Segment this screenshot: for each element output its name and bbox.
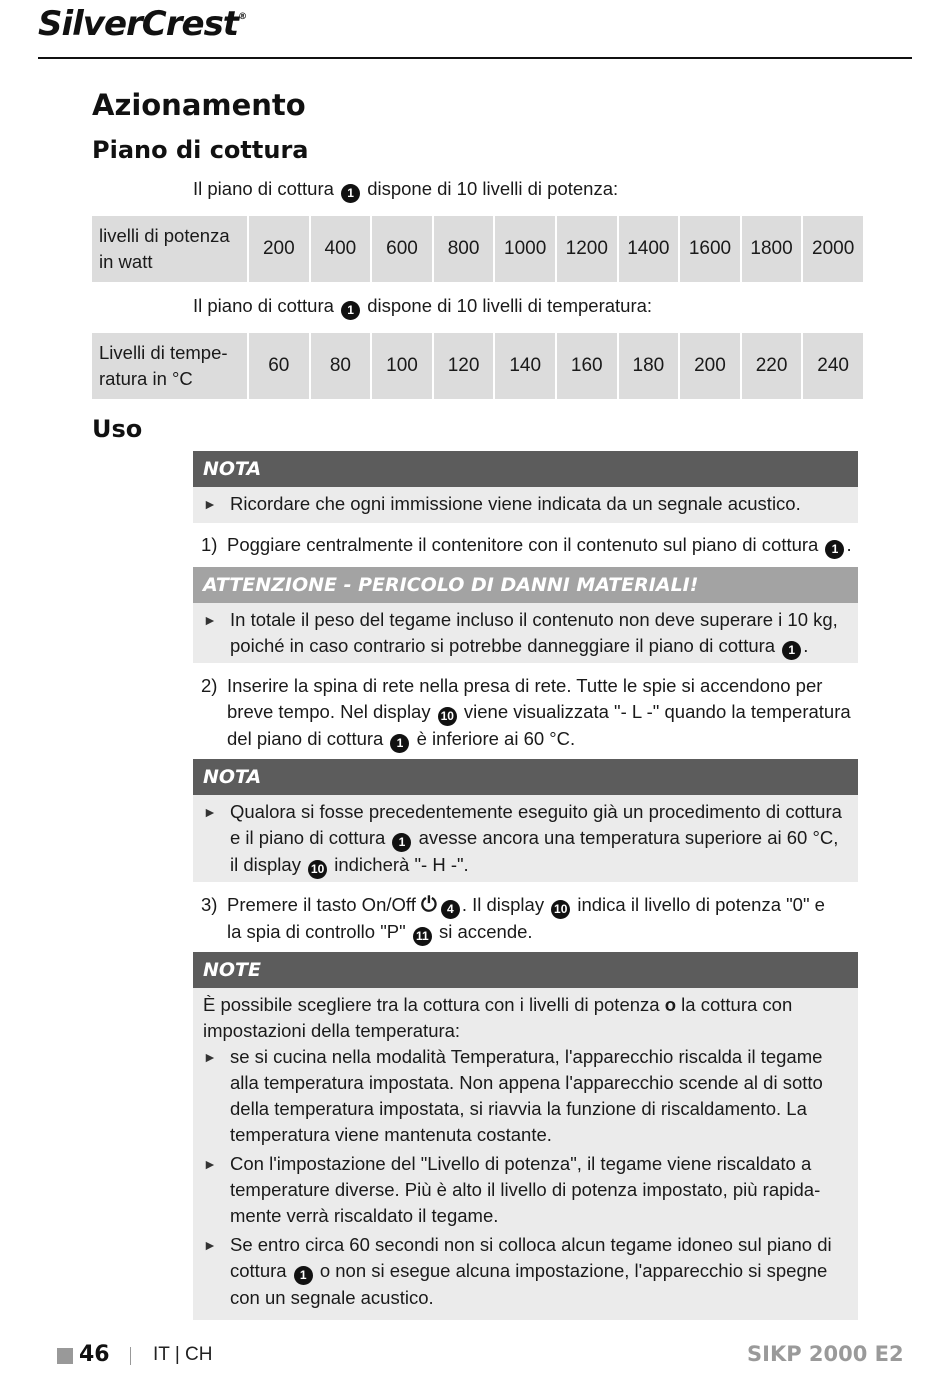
- table-cell: 240: [803, 333, 863, 399]
- table-cell: 600: [372, 216, 432, 282]
- bullet-arrow-icon: ►: [203, 1237, 217, 1253]
- table-cell: 140: [495, 333, 555, 399]
- ref-number: 1: [392, 833, 411, 852]
- ref-number: 4: [441, 900, 460, 919]
- table-row: [92, 216, 863, 282]
- row-label: livelli di potenza in watt: [92, 216, 247, 282]
- bullet-arrow-icon: ►: [203, 496, 217, 512]
- ref-number: 1: [341, 184, 360, 203]
- bullet-arrow-icon: ►: [203, 1156, 217, 1172]
- ref-number: 11: [413, 927, 432, 946]
- bullet-arrow-icon: ►: [203, 804, 217, 820]
- brand-logo: SilverCrest®: [38, 4, 247, 44]
- table-cell: 120: [434, 333, 494, 399]
- table-cell: 1800: [742, 216, 802, 282]
- power-icon: ⏻: [420, 894, 437, 916]
- list-item: ► Con l'impostazione del "Livello di potenza", il tegame viene riscaldato a temperature diverse. Più è alto il livello di potenza impostato, più rapida- mente verrà riscaldato il tegame.: [203, 1153, 821, 1226]
- footer-square-icon: [57, 1348, 73, 1364]
- section-title: Azionamento: [92, 88, 306, 122]
- power-levels-table: [90, 216, 865, 282]
- ref-number: 10: [308, 860, 327, 879]
- list-item: ► Qualora si fosse precedentemente eseguito già un procedimento di cottura e il piano di cottura 1 avesse ancora una temperatura superiore ai 60 °C, il display 10 indicherà "- H -".: [203, 799, 848, 879]
- registered-mark: ®: [238, 12, 247, 22]
- page-number: 46: [79, 1342, 110, 1367]
- table-cell: 800: [434, 216, 494, 282]
- ref-number: 1: [294, 1266, 313, 1285]
- table-cell: 80: [311, 333, 371, 399]
- power-intro: Il piano di cottura 1 dispone di 10 livelli di potenza:: [193, 178, 618, 203]
- list-item: ► se si cucina nella modalità Temperatura, l'apparecchio riscalda il tegame alla temperatura impostata. Non appena l'apparecchio scende al di sotto della temperatura impostata, si riavvia la funzione di riscaldamento. La temperatura viene mantenuta costante.: [203, 1046, 823, 1145]
- table-cell: 1400: [619, 216, 679, 282]
- note-box: [193, 988, 858, 1320]
- temp-intro: Il piano di cottura 1 dispone di 10 livelli di temperatura:: [193, 295, 652, 320]
- ref-number: 1: [390, 734, 409, 753]
- table-cell: 200: [249, 216, 309, 282]
- table-cell: 1200: [557, 216, 617, 282]
- list-item: ► In totale il peso del tegame incluso il contenuto non deve superare i 10 kg, poiché in caso contrario si potrebbe danneggiare il piano di cottura 1 .: [203, 607, 848, 660]
- ref-number: 1: [341, 301, 360, 320]
- table-cell: 100: [372, 333, 432, 399]
- table-cell: 1600: [680, 216, 740, 282]
- note-intro: È possibile scegliere tra la cottura con i livelli di potenza o la cottura con impostazioni della temperatura:: [203, 994, 793, 1041]
- ref-number: 10: [551, 900, 570, 919]
- note-box: [193, 487, 858, 523]
- table-row: [92, 333, 863, 399]
- temperature-levels-table: [90, 333, 865, 399]
- bullet-arrow-icon: ►: [203, 612, 217, 628]
- footer-model: SIKP 2000 E2: [747, 1342, 904, 1366]
- header-divider: [38, 57, 912, 59]
- list-item: ► Ricordare che ogni immissione viene indicata da un segnale acustico.: [203, 491, 848, 517]
- bullet-arrow-icon: ►: [203, 1049, 217, 1065]
- table-cell: 2000: [803, 216, 863, 282]
- step-3: 3) Premere il tasto On/Off ⏻ 4 . Il display 10 indica il livello di potenza "0" e la spia di controllo "P" 11 si accende.: [201, 892, 861, 946]
- footer-divider: [130, 1347, 131, 1365]
- ref-number: 1: [825, 540, 844, 559]
- ref-number: 1: [782, 641, 801, 660]
- table-cell: 1000: [495, 216, 555, 282]
- step-1: 1) Poggiare centralmente il contenitore con il contenuto sul piano di cottura 1 .: [201, 532, 861, 559]
- footer-language: IT | CH: [153, 1344, 213, 1365]
- note-banner: NOTA: [193, 451, 858, 487]
- table-cell: 60: [249, 333, 309, 399]
- warning-box: [193, 603, 858, 663]
- note-banner: NOTA: [193, 759, 858, 795]
- ref-number: 10: [438, 707, 457, 726]
- table-cell: 180: [619, 333, 679, 399]
- cooktop-heading: Piano di cottura: [92, 136, 309, 164]
- note-box: [193, 795, 858, 882]
- note-banner: NOTE: [193, 952, 858, 988]
- list-item: ► Se entro circa 60 secondi non si colloca alcun tegame idoneo sul piano di cottura 1 o non si esegue alcuna impostazione, l'apparecchio si spegne con un segnale acustico.: [203, 1234, 832, 1308]
- row-label: Livelli di tempe- ratura in °C: [92, 333, 247, 399]
- uso-heading: Uso: [92, 415, 143, 443]
- warning-banner: ATTENZIONE - PERICOLO DI DANNI MATERIALI!: [193, 567, 858, 603]
- step-2: 2) Inserire la spina di rete nella presa di rete. Tutte le spie si accendono per breve tempo. Nel display 10 viene visualizzata "- L -" quando la temperatura del piano di cottura 1 è inferiore ai 60 °C.: [201, 673, 861, 753]
- table-cell: 400: [311, 216, 371, 282]
- table-cell: 160: [557, 333, 617, 399]
- table-cell: 220: [742, 333, 802, 399]
- table-cell: 200: [680, 333, 740, 399]
